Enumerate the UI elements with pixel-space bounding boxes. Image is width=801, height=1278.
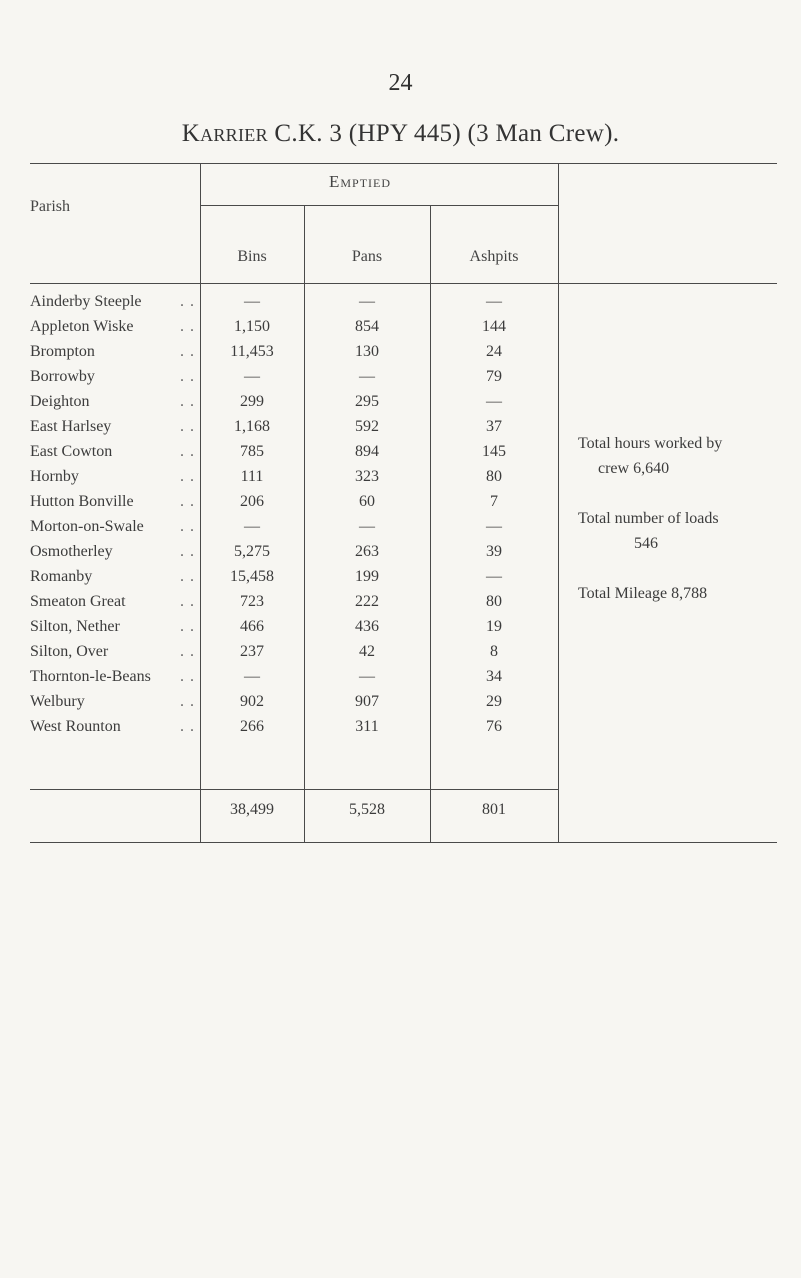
pans-cell: 311 (355, 718, 379, 735)
parish-cell: Borrowby (30, 368, 95, 385)
ashpits-cell: — (486, 293, 502, 310)
leader-dots: . . (180, 418, 195, 435)
pans-cell: — (359, 668, 375, 685)
bins-cell: 902 (240, 693, 264, 710)
vehicle-details: 3 (HPY 445) (3 Man Crew). (322, 120, 620, 147)
pans-cell: 854 (355, 318, 379, 335)
parish-cell: Ainderby Steeple (30, 293, 142, 310)
pans-cell: — (359, 293, 375, 310)
table-row (0, 643, 801, 668)
leader-dots: . . (180, 693, 195, 710)
header-bins: Bins (237, 248, 267, 265)
bins-cell: — (244, 668, 260, 685)
table-row (0, 718, 801, 743)
mileage-line: Total Mileage 8,788 (578, 585, 708, 602)
bins-cell: 266 (240, 718, 264, 735)
pans-cell: 592 (355, 418, 379, 435)
parish-cell: Hornby (30, 468, 79, 485)
parish-cell: Silton, Nether (30, 618, 120, 635)
leader-dots: . . (180, 393, 195, 410)
bins-cell: 5,275 (234, 543, 270, 560)
total-pans: 5,528 (349, 801, 385, 818)
parish-cell: Welbury (30, 693, 85, 710)
pans-cell: 60 (359, 493, 375, 510)
bins-cell: 206 (240, 493, 264, 510)
leader-dots: . . (180, 293, 195, 310)
parish-cell: Thornton-le-Beans (30, 668, 151, 685)
leader-dots: . . (180, 468, 195, 485)
leader-dots: . . (180, 368, 195, 385)
header-bottom-rule (30, 283, 777, 284)
ashpits-cell: 39 (486, 543, 502, 560)
ashpits-cell: 37 (486, 418, 502, 435)
ashpits-cell: 24 (486, 343, 502, 360)
table-row (0, 368, 801, 393)
parish-cell: Deighton (30, 393, 90, 410)
loads-note (578, 506, 793, 556)
leader-dots: . . (180, 443, 195, 460)
ashpits-cell: 144 (482, 318, 506, 335)
pans-cell: 907 (355, 693, 379, 710)
parish-cell: West Rounton (30, 718, 121, 735)
mileage-note (578, 581, 793, 606)
ashpits-cell: 80 (486, 468, 502, 485)
table-row (0, 693, 801, 718)
bins-cell: 785 (240, 443, 264, 460)
pans-cell: 295 (355, 393, 379, 410)
ashpits-cell: 29 (486, 693, 502, 710)
pans-cell: 199 (355, 568, 379, 585)
totals-rule (30, 789, 558, 790)
leader-dots: . . (180, 593, 195, 610)
table-row (0, 393, 801, 418)
pans-cell: — (359, 518, 375, 535)
table-row (0, 318, 801, 343)
bins-cell: 299 (240, 393, 264, 410)
bins-cell: — (244, 293, 260, 310)
header-emptied: Emptied (328, 172, 392, 191)
leader-dots: . . (180, 518, 195, 535)
leader-dots: . . (180, 543, 195, 560)
loads-line-2: 546 (634, 535, 658, 552)
pans-cell: 130 (355, 343, 379, 360)
bins-cell: — (244, 368, 260, 385)
table-row (0, 618, 801, 643)
leader-dots: . . (180, 618, 195, 635)
pans-cell: 323 (355, 468, 379, 485)
bins-cell: 11,453 (230, 343, 274, 360)
parish-cell: Osmotherley (30, 543, 113, 560)
pans-cell: 42 (359, 643, 375, 660)
bins-cell: 466 (240, 618, 264, 635)
table-top-rule (30, 163, 777, 164)
leader-dots: . . (180, 643, 195, 660)
hours-note (578, 431, 793, 481)
parish-cell: Smeaton Great (30, 593, 126, 610)
ashpits-cell: 7 (490, 493, 498, 510)
bins-cell: 1,168 (234, 418, 270, 435)
parish-cell: Hutton Bonville (30, 493, 134, 510)
parish-cell: Silton, Over (30, 643, 109, 660)
leader-dots: . . (180, 343, 195, 360)
leader-dots: . . (180, 668, 195, 685)
ashpits-cell: — (486, 393, 502, 410)
table-row (0, 343, 801, 368)
total-ashpits: 801 (482, 801, 506, 818)
leader-dots: . . (180, 568, 195, 585)
leader-dots: . . (180, 493, 195, 510)
leader-dots: . . (180, 318, 195, 335)
ashpits-cell: 19 (486, 618, 502, 635)
parish-cell: Morton-on-Swale (30, 518, 144, 535)
bins-cell: 111 (240, 468, 264, 485)
bins-cell: 237 (240, 643, 264, 660)
parish-cell: Appleton Wiske (30, 318, 134, 335)
page-number: 24 (388, 70, 413, 96)
ashpits-cell: 79 (486, 368, 502, 385)
bins-cell: 15,458 (230, 568, 274, 585)
pans-cell: — (359, 368, 375, 385)
table-bottom-rule (30, 842, 777, 843)
header-ashpits: Ashpits (469, 248, 519, 265)
bins-cell: — (244, 518, 260, 535)
parish-cell: Romanby (30, 568, 93, 585)
loads-line-1: Total number of loads (578, 510, 719, 527)
bins-cell: 1,150 (234, 318, 270, 335)
header-pans: Pans (351, 248, 383, 265)
parish-cell: East Harlsey (30, 418, 112, 435)
ashpits-cell: 8 (490, 643, 498, 660)
parish-cell: Brompton (30, 343, 95, 360)
ashpits-cell: — (486, 518, 502, 535)
pans-cell: 263 (355, 543, 379, 560)
page-title (0, 120, 801, 148)
hours-line-1: Total hours worked by (578, 435, 723, 452)
ashpits-cell: — (486, 568, 502, 585)
ashpits-cell: 80 (486, 593, 502, 610)
ashpits-cell: 76 (486, 718, 502, 735)
total-bins: 38,499 (230, 801, 274, 818)
emptied-underline (200, 205, 558, 206)
hours-line-2: crew 6,640 (598, 460, 670, 477)
header-parish: Parish (30, 198, 70, 215)
leader-dots: . . (180, 718, 195, 735)
table-row (0, 668, 801, 693)
table-row (0, 293, 801, 318)
vehicle-name: Karrier C.K. (181, 120, 323, 147)
pans-cell: 222 (355, 593, 379, 610)
ashpits-cell: 145 (482, 443, 506, 460)
bins-cell: 723 (240, 593, 264, 610)
pans-cell: 436 (355, 618, 379, 635)
pans-cell: 894 (355, 443, 379, 460)
ashpits-cell: 34 (486, 668, 502, 685)
parish-cell: East Cowton (30, 443, 113, 460)
